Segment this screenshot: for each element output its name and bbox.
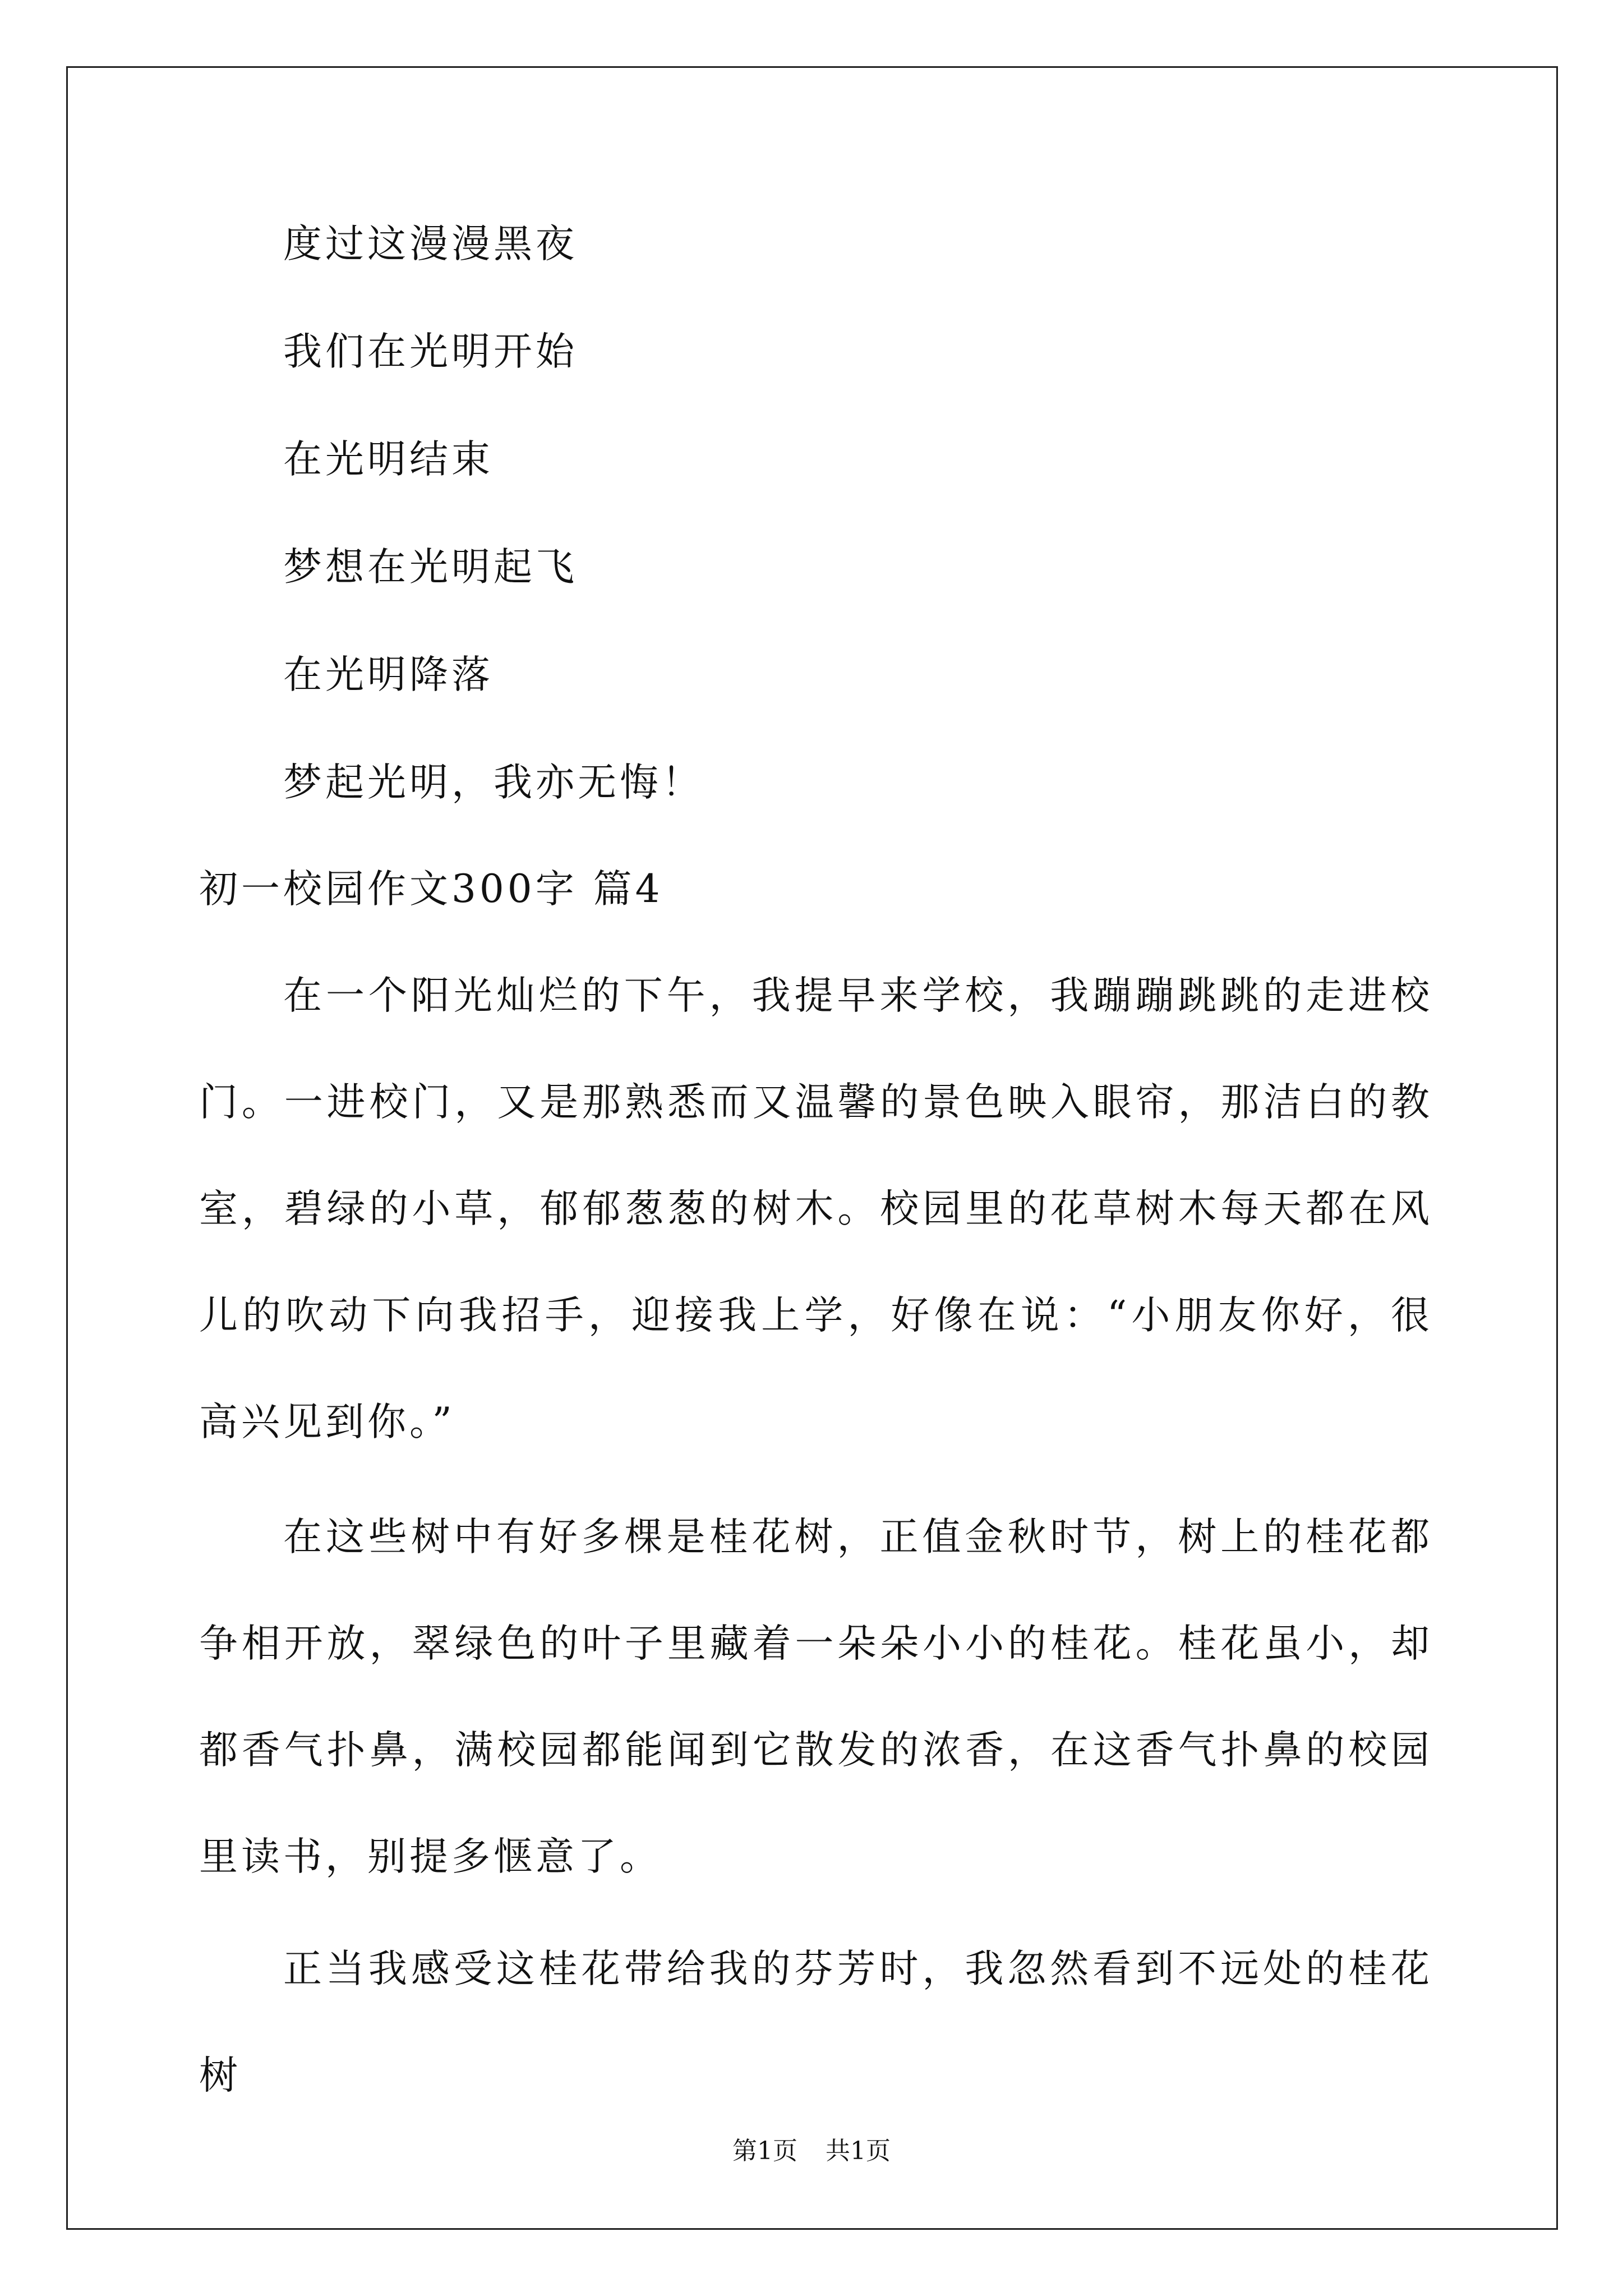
section-heading: 初一校园作文300字 篇4 bbox=[199, 867, 663, 912]
poem-line: 梦起光明，我亦无悔！ bbox=[283, 760, 704, 805]
poem-line: 梦想在光明起飞 bbox=[283, 545, 578, 590]
page-footer bbox=[0, 2134, 1623, 2168]
poem-line: 度过这漫漫黑夜 bbox=[283, 222, 578, 266]
paragraph: 在一个阳光灿烂的下午，我提早来学校，我蹦蹦跳跳的走进校门。一进校门，又是那熟悉而又温馨的景色映入眼帘，那洁白的教室，碧绿的小草，郁郁葱葱的树木。校园里的花草树木每天都在风儿的吹动下向我招手，迎接我上学，好像在说：“小朋友你好，很高兴见到你。” bbox=[199, 973, 1433, 1444]
paragraph: 在这些树中有好多棵是桂花树，正值金秋时节，树上的桂花都争相开放，翠绿色的叶子里藏着一朵朵小小的桂花。桂花虽小，却都香气扑鼻，满校园都能闻到它散发的浓香，在这香气扑鼻的校园里读书，别提多惬意了。 bbox=[199, 1515, 1433, 1879]
poem-line: 在光明结束 bbox=[283, 437, 494, 482]
paragraph: 正当我感受这桂花带给我的芬芳时，我忽然看到不远处的桂花树 bbox=[199, 1947, 1433, 2098]
page-number: 第1页 bbox=[732, 2137, 797, 2165]
poem-line: 在光明降落 bbox=[283, 652, 494, 697]
poem-line: 我们在光明开始 bbox=[283, 329, 578, 374]
page-total: 共1页 bbox=[826, 2137, 891, 2165]
